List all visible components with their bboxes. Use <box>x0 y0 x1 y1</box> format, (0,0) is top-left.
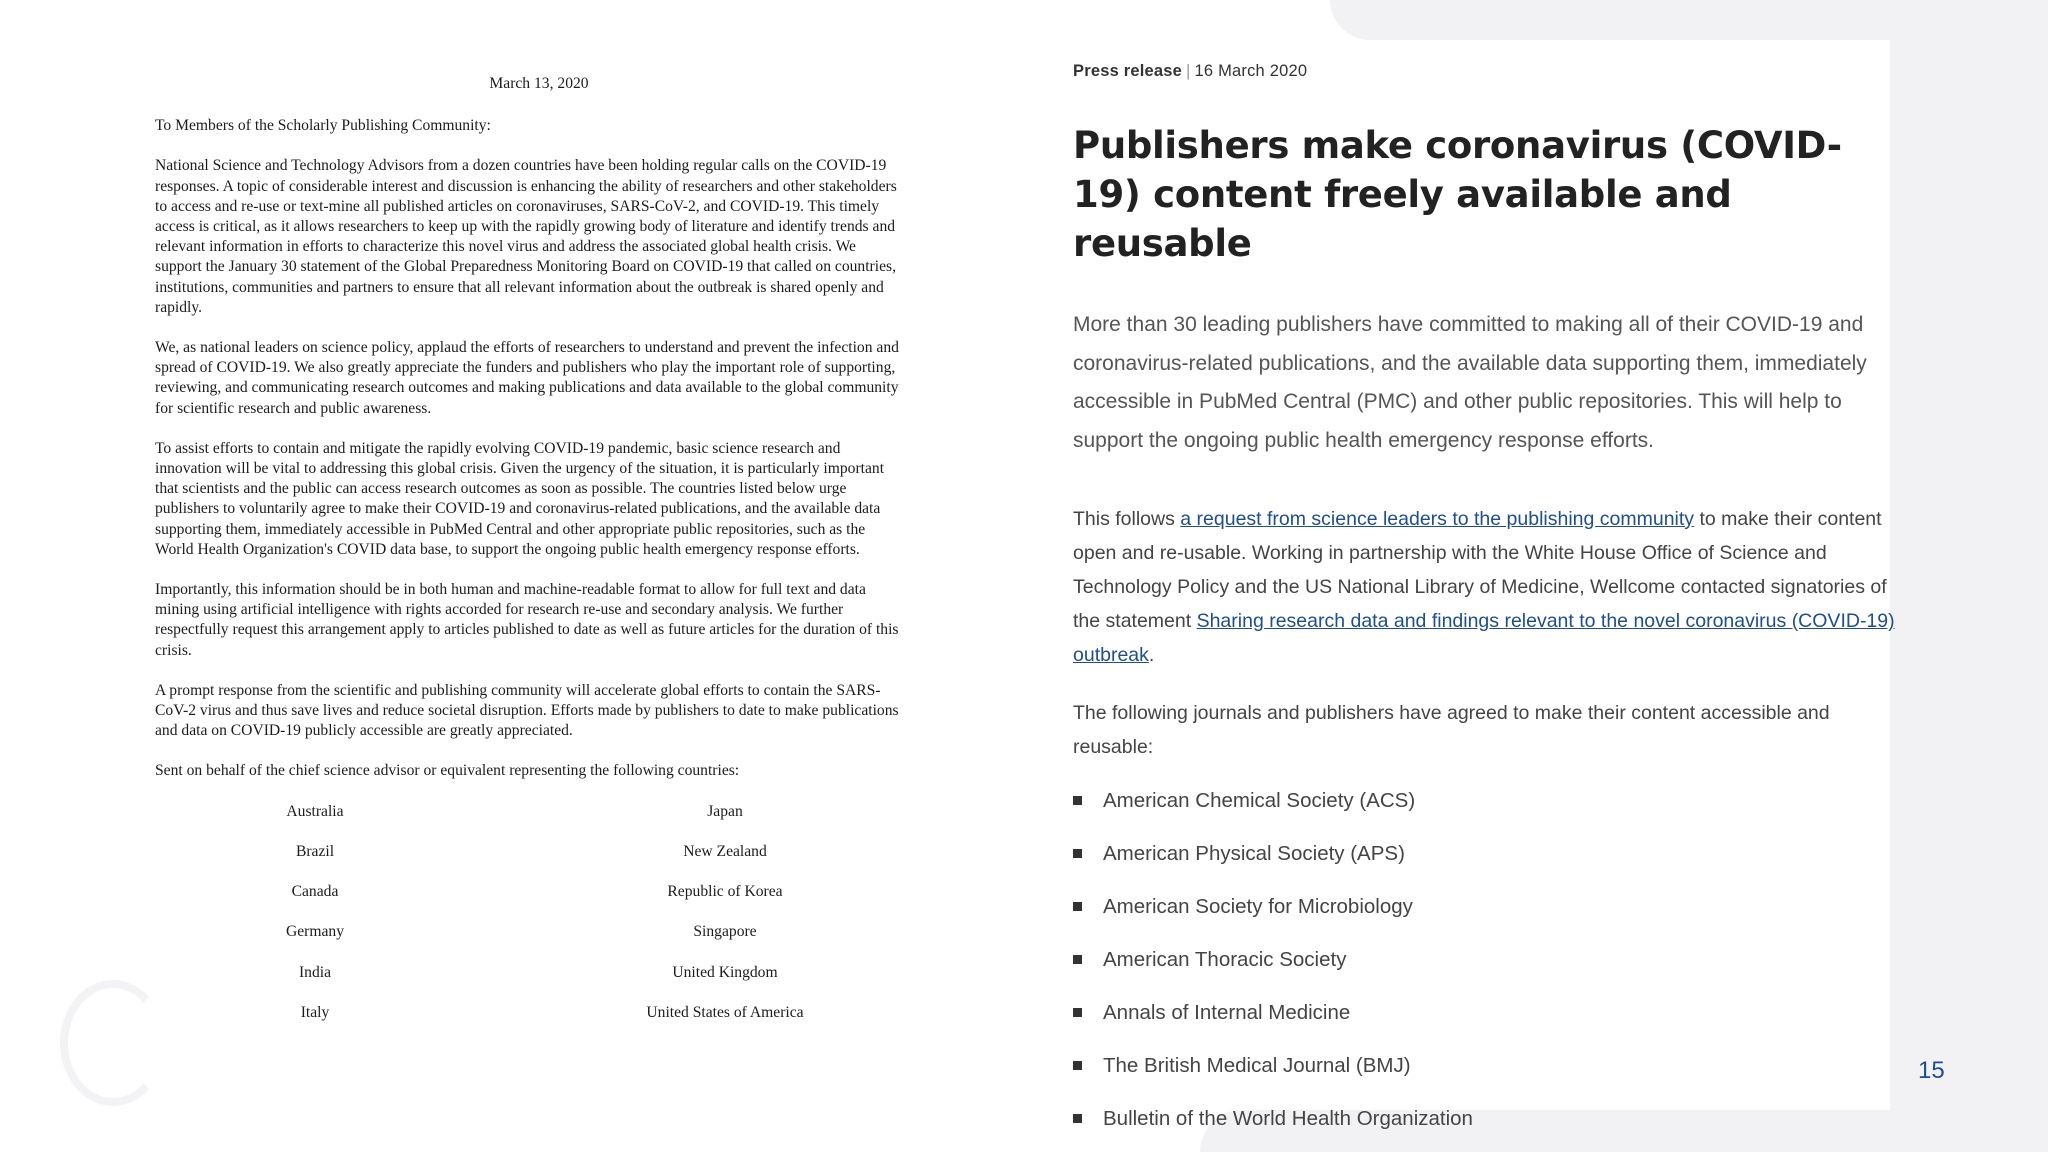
country-item: Canada <box>291 883 339 901</box>
background-circle <box>60 980 166 1106</box>
press-intro: More than 30 leading publishers have committed to making all of their COVID-19 and coronavirus-related publications, and the available data supporting them, immediately accessible in PubMed Central (PMC) and other public repositories. This will help to support the ongoing public health emergency response efforts. <box>1073 313 1867 452</box>
country-item: Australia <box>286 802 344 820</box>
country-item: United States of America <box>646 1003 804 1021</box>
page-number: 15 <box>1918 1057 1945 1084</box>
publisher-name: American Thoracic Society <box>1103 948 1347 971</box>
bullet-icon <box>1073 796 1082 805</box>
country-item: Italy <box>300 1003 330 1021</box>
letter-paragraph: To assist efforts to contain and mitigate the rapidly evolving COVID-19 pandemic, basic science research and innovation will be vital to addressing this global crisis. Given the urgency of the situation, it is particularly important that scientists and the public can access research outcomes as soon as possible. The countries listed below urge publishers to voluntarily agree to make their COVID-19 and coronavirus-related publications, and the available data supporting them, immediately accessible in PubMed Central and other appropriate public repositories, such as the World Health Organization's COVID data base, to support the ongoing public health emergency response efforts. <box>155 439 885 558</box>
publisher-name: American Physical Society (APS) <box>1103 842 1405 865</box>
publisher-list <box>1073 786 1903 1157</box>
country-list <box>155 802 903 1023</box>
list-item <box>1073 1051 1903 1104</box>
letter-paragraph: We, as national leaders on science policy, applaud the efforts of researchers to understand and prevent the infection and spread of COVID-19. We also greatly appreciate the funders and publishers who play the important role of supporting, reviewing, and communicating research outcomes and making publications and data available to the global community for scientific research and public awareness. <box>155 339 899 417</box>
press-date: 16 March 2020 <box>1194 62 1308 80</box>
country-item: Brazil <box>295 842 335 860</box>
bullet-icon <box>1073 1061 1082 1070</box>
letter-paragraph: National Science and Technology Advisors from a dozen countries have been holding regular calls on the COVID-19 responses. A topic of considerable interest and discussion is enhancing the ability of researchers and other stakeholders to access and re-use or text-mine all published articles on coronaviruses, SARS-CoV-2, and COVID-19. This timely access is critical, as it allows researchers to keep up with the rapidly growing body of literature and identify trends and relevant information in efforts to characterize this novel virus and address the associated global health crisis. We support the January 30 statement of the Global Preparedness Monitoring Board on COVID-19 that called on countries, institutions, communities and partners to ensure that all relevant information about the outbreak is shared openly and rapidly. <box>155 157 897 316</box>
bullet-icon <box>1073 955 1082 964</box>
list-item <box>1073 839 1903 892</box>
request-link[interactable]: a request from science leaders to the publishing community <box>1180 508 1695 530</box>
bullet-icon <box>1073 902 1082 911</box>
press-label: Press release <box>1073 62 1183 80</box>
country-item: United Kingdom <box>672 963 778 981</box>
background-shape-top <box>1330 0 2048 40</box>
country-item: Singapore <box>693 923 757 941</box>
press-meta <box>1073 62 1903 81</box>
country-item: India <box>298 963 332 981</box>
list-item <box>1073 786 1903 839</box>
bullet-icon <box>1073 849 1082 858</box>
letter-salutation: To Members of the Scholarly Publishing Community: <box>155 117 491 135</box>
letter-paragraph: A prompt response from the scientific and publishing community will accelerate global efforts to contain the SARS-CoV-2 virus and thus save lives and reduce societal disruption. Efforts made by publishers to date to make publications and data on COVID-19 publicly accessible are greatly appreciated. <box>155 681 899 740</box>
letter-paragraph: Sent on behalf of the chief science advisor or equivalent representing the following countries: <box>155 762 740 780</box>
publisher-name: The British Medical Journal (BMJ) <box>1103 1054 1411 1077</box>
press-release <box>1073 62 1903 1157</box>
country-item: New Zealand <box>683 842 767 860</box>
background-shape-right <box>1890 40 2048 1152</box>
press-text: . <box>1148 644 1155 666</box>
list-item <box>1073 998 1903 1051</box>
bullet-icon <box>1073 1008 1082 1017</box>
publisher-name: American Chemical Society (ACS) <box>1103 789 1416 812</box>
publisher-name: Annals of Internal Medicine <box>1103 1001 1351 1024</box>
list-item <box>1073 945 1903 998</box>
country-item: Japan <box>707 802 743 820</box>
press-headline: Publishers make coronavirus (COVID-19) content freely available and reusable <box>1073 124 1842 265</box>
country-item: Germany <box>285 923 345 941</box>
letter-date: March 13, 2020 <box>489 75 589 92</box>
press-text: to make their content open and re-usable. Working in partnership with the White House Office of Science and Technology Policy and the US National Library of Medicine, Wellcome contacted signatories of the statement <box>1073 508 1887 632</box>
publisher-name: Bulletin of the World Health Organization <box>1103 1107 1473 1130</box>
press-paragraph: The following journals and publishers have agreed to make their content accessible and reusable: <box>1073 702 1830 758</box>
list-item <box>1073 892 1903 945</box>
bullet-icon <box>1073 1114 1082 1123</box>
country-item: Republic of Korea <box>667 883 783 901</box>
press-paragraph <box>1073 502 1903 672</box>
letter-paragraph: Importantly, this information should be in both human and machine-readable format to allow for full text and data mining using artificial intelligence with rights accorded for research re-use and secondary analysis. We further respectfully request this arrangement apply to articles published to date as well as future articles for the duration of this crisis. <box>155 581 899 659</box>
press-separator: | <box>1186 62 1191 80</box>
list-item <box>1073 1104 1903 1157</box>
press-text: This follows <box>1073 508 1181 530</box>
statement-link[interactable]: Sharing research data and findings relevant to the novel coronavirus (COVID-19) outbreak <box>1073 610 1895 666</box>
letter-document <box>155 74 903 1023</box>
publisher-name: American Society for Microbiology <box>1103 895 1413 918</box>
